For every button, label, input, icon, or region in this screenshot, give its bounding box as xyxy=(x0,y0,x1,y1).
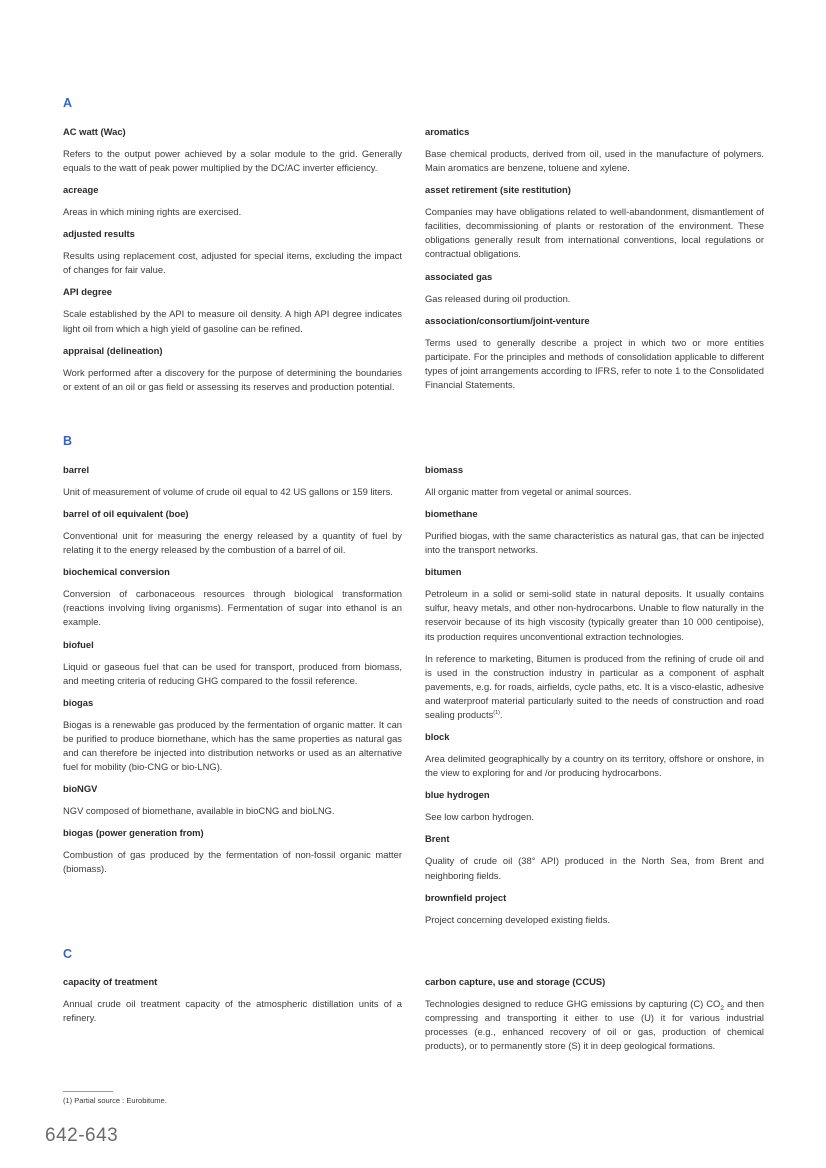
section-c-left-column xyxy=(63,975,402,1033)
glossary-entry-capacity-of-treatment xyxy=(63,975,402,1025)
glossary-definition: Base chemical products, derived from oil, used in the manufacture of polymers. Main aromatics are benzene, toluene and xylene. xyxy=(425,148,764,174)
glossary-term: blue hydrogen xyxy=(425,789,490,801)
glossary-entry-api-degree xyxy=(63,285,402,335)
glossary-term: biogas xyxy=(63,696,94,708)
glossary-entry-biofuel xyxy=(63,638,402,688)
glossary-definition: Annual crude oil treatment capacity of the atmospheric distillation units of a refinery. xyxy=(63,998,402,1024)
glossary-entry-brent xyxy=(425,832,764,882)
glossary-term: block xyxy=(425,731,450,743)
subscript: 2 xyxy=(720,1004,724,1012)
glossary-term: bitumen xyxy=(425,566,462,578)
definition-text: In reference to marketing, Bitumen is produced from the refining of crude oil and is used in the construction industry in particular as a component of asphalt pavements, e.g. for roads, airfields, cycle paths, etc. It is a visco-elastic, adhesive and waterproof material particularly suited to the needs of construction and road sealing products xyxy=(425,652,764,721)
glossary-entry-biogas-power xyxy=(63,826,402,876)
glossary-definition: Work performed after a discovery for the purpose of determining the boundaries or extent of an oil or gas field or assessing its reserves and production potential. xyxy=(63,366,402,392)
glossary-entry-associated-gas xyxy=(425,270,764,306)
glossary-term: biochemical conversion xyxy=(63,566,170,578)
glossary-entry-biogas xyxy=(63,696,402,774)
glossary-entry-biomethane xyxy=(425,507,764,557)
glossary-entry-block xyxy=(425,730,764,780)
glossary-definition: Gas released during oil production. xyxy=(425,292,571,304)
glossary-entry-asset-retirement xyxy=(425,183,764,261)
glossary-definition-continued: In reference to marketing, Bitumen is produced from the refining of crude oil and is used in the construction industry in particular as a component of asphalt pavements, e.g. for roads, airfields, cycle paths, etc. It is a visco-elastic, adhesive and waterproof material particularly suited to the needs of construction and road sealing products$^{(1)}$. xyxy=(425,652,764,721)
page-number: 642-643 xyxy=(45,1125,119,1146)
glossary-term: biomass xyxy=(425,464,464,475)
glossary-term: biogas (power generation from) xyxy=(63,827,204,839)
section-letter-a: A xyxy=(63,96,73,110)
glossary-term: associated gas xyxy=(425,270,493,282)
footnote-divider xyxy=(63,1091,113,1092)
glossary-term: adjusted results xyxy=(63,228,135,240)
glossary-term: bioNGV xyxy=(63,783,98,795)
glossary-entry-ccus xyxy=(425,975,764,1053)
glossary-entry-barrel xyxy=(63,463,402,499)
glossary-term: carbon capture, use and storage (CCUS) xyxy=(425,976,606,987)
glossary-term: barrel of oil equivalent (boe) xyxy=(63,508,189,520)
glossary-entry-ac-watt xyxy=(63,125,402,175)
glossary-definition: Companies may have obligations related to well-abandonment, dismantlement of facilities, decommissioning of plants or restoration of the environment. These obligations generally result from international conventions, local regulations or contractual obligations. xyxy=(425,206,764,260)
glossary-entry-acreage xyxy=(63,183,402,219)
glossary-entry-blue-hydrogen xyxy=(425,788,764,824)
section-letter-c: C xyxy=(63,947,73,961)
glossary-term: association/consortium/joint-venture xyxy=(425,314,590,326)
glossary-definition: Project concerning developed existing fields. xyxy=(425,913,611,925)
glossary-definition xyxy=(425,997,764,1053)
glossary-definition: See low carbon hydrogen. xyxy=(425,811,534,823)
glossary-term: biofuel xyxy=(63,638,94,650)
glossary-entry-biomass xyxy=(425,463,764,499)
glossary-definition: NGV composed of biomethane, available in bioCNG and bioLNG. xyxy=(63,805,335,817)
glossary-term: acreage xyxy=(63,184,99,196)
glossary-term: biomethane xyxy=(425,508,478,520)
glossary-definition: Refers to the output power achieved by a solar module to the grid. Generally equals to the watt of peak power multiplied by the DC/AC inverter efficiency. xyxy=(63,148,402,174)
section-a-right-column xyxy=(425,125,764,400)
glossary-term: appraisal (delineation) xyxy=(63,344,163,356)
glossary-definition: Petroleum in a solid or semi-solid state in natural deposits. It usually contains sulfur, heavy metals, and other non-hydrocarbons. Unable to flow naturally in the reservoir because of its high viscosity (typically greater than 10 000 centipoise), its production requires unconventional extraction technologies. xyxy=(425,588,764,642)
glossary-entry-biochemical-conversion xyxy=(63,565,402,629)
glossary-term: barrel xyxy=(63,464,90,475)
glossary-entry-biongv xyxy=(63,782,402,818)
definition-text: and then compressing and transporting it either to use (U) it for various industrial processes (e.g., enhanced recovery of oil or gas, production of chemical products), or to permanently store (S) it in deep geological formations. xyxy=(425,998,764,1052)
glossary-term: API degree xyxy=(63,286,112,298)
glossary-entry-appraisal xyxy=(63,344,402,394)
glossary-definition: Liquid or gaseous fuel that can be used for transport, produced from biomass, and meeting criteria of reducing GHG compared to the fossil reference. xyxy=(63,660,402,686)
definition-text: Technologies designed to reduce GHG emissions by capturing (C) CO xyxy=(425,998,721,1009)
footnote: (1) Partial source : Eurobitume. xyxy=(63,1096,167,1105)
glossary-term: AC watt (Wac) xyxy=(63,126,126,137)
glossary-definition: Terms used to generally describe a project in which two or more entities participate. For the principles and methods of consolidation applicable to different types of joint arrangements according to IFRS, refer to note 1 to the Consolidated Financial Statements. xyxy=(425,336,764,390)
glossary-definition: Quality of crude oil (38° API) produced in the North Sea, from Brent and neighboring fields. xyxy=(425,855,764,881)
glossary-entry-brownfield-project xyxy=(425,891,764,927)
section-a-left-column xyxy=(63,125,402,402)
glossary-term: Brent xyxy=(425,833,450,845)
glossary-definition: All organic matter from vegetal or animal sources. xyxy=(425,486,632,497)
glossary-definition: Biogas is a renewable gas produced by the fermentation of organic matter. It can be purified to produce biomethane, which has the same properties as natural gas and can therefore be injected into distribution networks or used as an alternative fuel for mobility (bio-CNG or bio-LNG). xyxy=(63,718,402,773)
glossary-entry-bitumen xyxy=(425,565,764,722)
glossary-definition: Areas in which mining rights are exercised. xyxy=(63,206,242,218)
glossary-term: brownfield project xyxy=(425,891,507,903)
section-b-right-column xyxy=(425,463,764,935)
glossary-term: asset retirement (site restitution) xyxy=(425,184,571,196)
glossary-definition: Scale established by the API to measure oil density. A high API degree indicates light oil from which a high yield of gasoline can be refined. xyxy=(63,308,402,334)
glossary-definition: Conventional unit for measuring the energy released by a quantity of fuel by relating it to the energy released by the combustion of a barrel of oil. xyxy=(63,530,402,556)
glossary-definition: Area delimited geographically by a country on its territory, offshore or onshore, in the view to exploring for and /or producing hydrocarbons. xyxy=(425,753,764,779)
glossary-entry-association xyxy=(425,314,764,392)
glossary-definition: Combustion of gas produced by the fermentation of non-fossil organic matter (biomass). xyxy=(63,849,402,875)
glossary-definition: Conversion of carbonaceous resources through biological transformation (reactions involving living organisms). Fermentation of sugar into ethanol is an example. xyxy=(63,588,402,628)
section-c-right-column xyxy=(425,975,764,1061)
glossary-term: aromatics xyxy=(425,126,470,137)
glossary-definition: Unit of measurement of volume of crude oil equal to 42 US gallons or 159 liters. xyxy=(63,486,393,497)
glossary-entry-aromatics xyxy=(425,125,764,175)
section-letter-b: B xyxy=(63,434,73,448)
section-b-left-column xyxy=(63,463,402,884)
glossary-definition: Results using replacement cost, adjusted for special items, excluding the impact of changes for fair value. xyxy=(63,250,402,276)
glossary-term: capacity of treatment xyxy=(63,976,158,987)
glossary-entry-adjusted-results xyxy=(63,227,402,277)
glossary-entry-boe xyxy=(63,507,402,557)
glossary-definition: Purified biogas, with the same characteristics as natural gas, that can be injected into the transport networks. xyxy=(425,530,764,556)
footnote-reference[interactable]: (1) xyxy=(493,709,501,716)
